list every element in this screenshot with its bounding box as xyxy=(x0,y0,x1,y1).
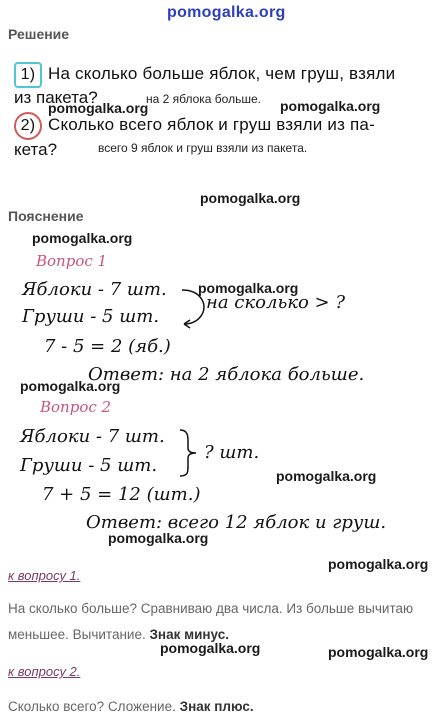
block1-calc: 7 - 5 = 2 (яб.) xyxy=(44,336,171,357)
question-1-text-cont: из пакета? xyxy=(14,88,98,107)
block1-side: на сколько > ? xyxy=(206,292,345,313)
question-1 xyxy=(14,62,395,88)
question-2-number: 2) xyxy=(14,112,42,140)
watermark: pomogalka.org xyxy=(160,640,261,656)
note-1 xyxy=(8,596,438,648)
block2-calc: 7 + 5 = 12 (шт.) xyxy=(42,484,201,505)
question-1-answer: на 2 яблока больше. xyxy=(146,92,261,106)
watermark: pomogalka.org xyxy=(198,280,299,296)
note-2 xyxy=(8,694,438,720)
watermark: pomogalka.org xyxy=(48,100,149,116)
block2-line2: Груши - 5 шт. xyxy=(20,455,158,476)
note-1-bold: Знак минус. xyxy=(149,627,229,642)
question-1-text: На сколько больше яблок, чем груш, взяли xyxy=(48,64,396,83)
watermark: pomogalka.org xyxy=(280,98,381,114)
block1-answer: Ответ: на 2 яблока больше. xyxy=(88,364,365,385)
block2-line1: Яблоки - 7 шт. xyxy=(20,426,165,447)
note-1-text: На сколько больше? Сравниваю два числа. Из больше вычитаю меньшее. Вычитание. xyxy=(8,601,414,642)
watermark: pomogalka.org xyxy=(328,556,429,572)
question-2-text: Сколько всего яблок и груш взяли из па- xyxy=(48,115,375,134)
block1-line2: Груши - 5 шт. xyxy=(22,306,160,327)
block2-answer: Ответ: всего 12 яблок и груш. xyxy=(86,512,387,533)
explanation-heading: Пояснение xyxy=(8,208,84,224)
block2-side: ? шт. xyxy=(204,442,260,463)
question-1-number: 1) xyxy=(14,62,42,88)
watermark: pomogalka.org xyxy=(276,468,377,484)
note-2-bold: Знак плюс. xyxy=(179,699,254,714)
watermark: pomogalka.org xyxy=(167,4,286,21)
watermark: pomogalka.org xyxy=(200,190,301,206)
watermark: pomogalka.org xyxy=(32,230,133,246)
question-2-text-cont: кета? xyxy=(14,140,58,159)
link-question-1[interactable]: к вопросу 1. xyxy=(8,568,81,583)
brace-icon xyxy=(176,428,200,478)
question-2-answer: всего 9 яблок и груш взяли из пакета. xyxy=(98,141,308,155)
watermark: pomogalka.org xyxy=(108,530,209,546)
block1-line1: Яблоки - 7 шт. xyxy=(22,279,167,300)
note-2-text: Сколько всего? Сложение. xyxy=(8,699,176,714)
watermark: pomogalka.org xyxy=(20,378,121,394)
solution-heading: Решение xyxy=(8,26,70,42)
block2-title: Вопрос 2 xyxy=(40,398,112,416)
block1-title: Вопрос 1 xyxy=(36,252,108,270)
link-question-2[interactable]: к вопросу 2. xyxy=(8,664,81,679)
watermark: pomogalka.org xyxy=(328,644,429,660)
question-2 xyxy=(14,112,375,140)
